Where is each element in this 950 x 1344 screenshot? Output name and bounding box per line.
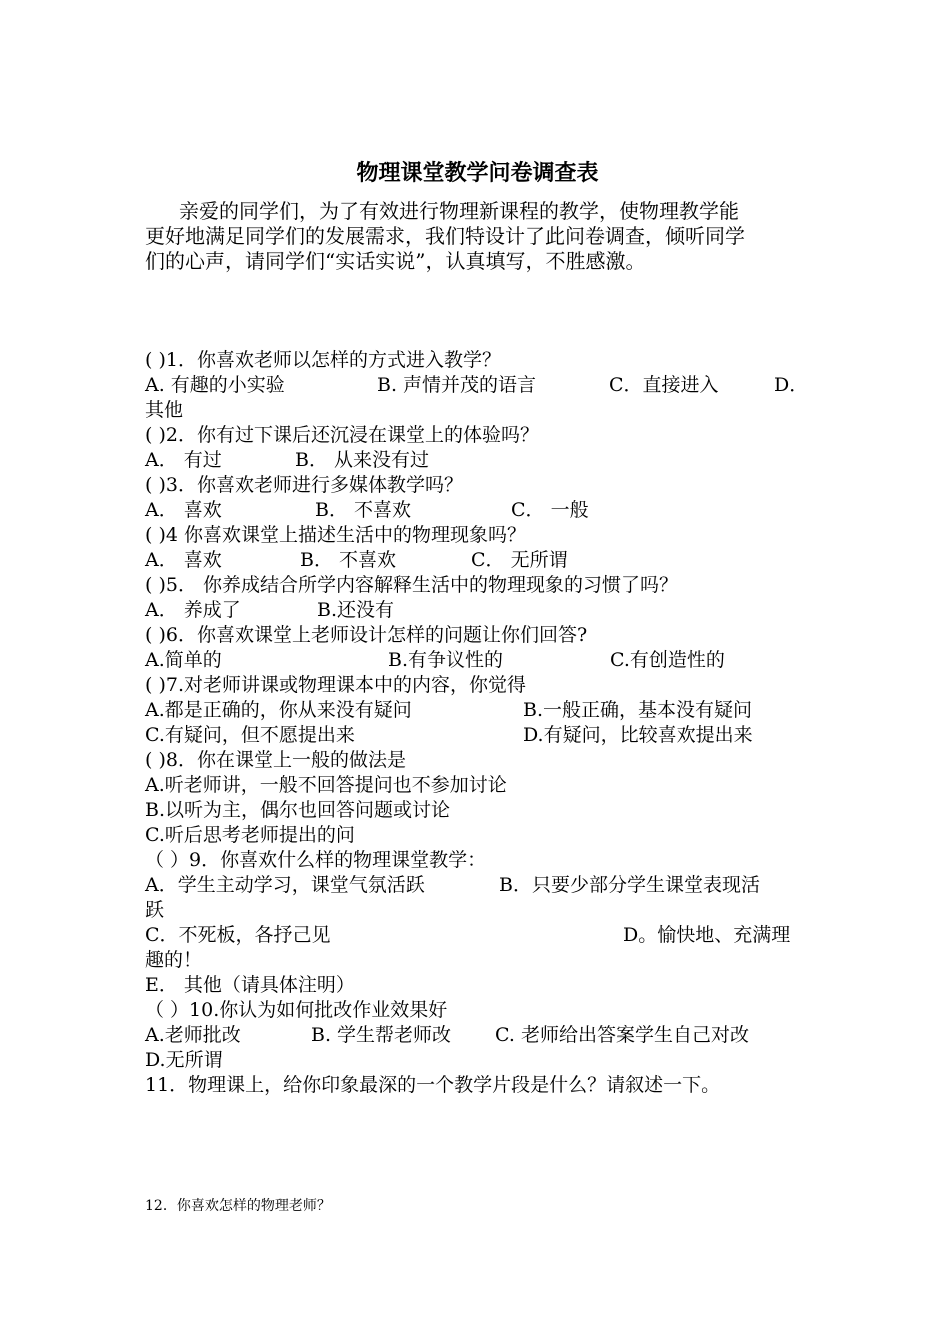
question-5-options	[145, 598, 810, 623]
option-c: C. 老师给出答案学生自己对改	[495, 1024, 749, 1046]
question-9	[145, 848, 810, 998]
question-4	[145, 523, 810, 573]
option-a: A.简单的	[145, 649, 222, 671]
question-2	[145, 423, 810, 473]
question-8	[145, 748, 810, 848]
option-b: B． 从来没有过	[295, 449, 430, 471]
option-c: C．不死板，各抒己见	[145, 924, 331, 946]
question-7-options-row-1	[145, 698, 810, 723]
question-11	[145, 1073, 810, 1098]
option-e: E． 其他（请具体注明）	[145, 974, 355, 996]
option-b: B.还没有	[317, 599, 395, 621]
question-2-options	[145, 448, 810, 473]
question-10	[145, 998, 810, 1073]
option-d: D.无所谓	[145, 1049, 223, 1071]
option-c: C.有疑问，但不愿提出来	[145, 724, 355, 746]
option-b-continued: 跃	[145, 899, 165, 921]
question-1	[145, 348, 810, 423]
option-a: A.都是正确的，你从来没有疑问	[145, 699, 412, 721]
option-b: B. 声情并茂的语言	[377, 374, 537, 396]
question-7	[145, 673, 810, 748]
option-a: A.听老师讲，一般不回答提问也不参加讨论	[145, 774, 507, 796]
question-1-options	[145, 373, 810, 398]
option-b: B.一般正确，基本没有疑问	[523, 699, 753, 721]
option-d: D．	[774, 374, 809, 396]
question-7-stem: ( )7.对老师讲课或物理课本中的内容，你觉得	[145, 674, 526, 696]
question-11-stem: 11．物理课上，给你印象最深的一个教学片段是什么？请叙述一下。	[145, 1074, 721, 1096]
page-title: 物理课堂教学问卷调查表	[356, 160, 599, 186]
option-c: C． 无所谓	[471, 549, 568, 571]
option-a: A． 养成了	[145, 599, 241, 621]
option-a: A．学生主动学习，课堂气氛活跃	[145, 874, 425, 896]
question-5	[145, 573, 810, 623]
option-a: A． 喜欢	[145, 499, 222, 521]
intro-line: 们的心声，请同学们“实话实说”，认真填写，不胜感激。	[145, 249, 646, 273]
option-c: C．直接进入	[609, 374, 719, 396]
question-4-options	[145, 548, 810, 573]
option-b: B.有争议性的	[388, 649, 504, 671]
question-8-stem: ( )8．你在课堂上一般的做法是	[145, 749, 406, 771]
option-a: A． 有过	[145, 449, 222, 471]
option-b: B． 不喜欢	[300, 549, 397, 571]
option-d-continued: 趣的！	[145, 949, 203, 971]
question-12-stem: 12．你喜欢怎样的物理老师？	[145, 1198, 331, 1214]
intro-line: 亲爱的同学们，为了有效进行物理新课程的教学，使物理教学能	[179, 199, 739, 223]
question-3-stem: ( )3．你喜欢老师进行多媒体教学吗？	[145, 474, 463, 496]
intro-line: 更好地满足同学们的发展需求，我们特设计了此问卷调查，倾听同学	[145, 224, 745, 248]
option-b: B．只要少部分学生课堂表现活	[499, 874, 760, 896]
option-a: A. 有趣的小实验	[145, 374, 285, 396]
question-6	[145, 623, 810, 673]
option-c: C． 一般	[511, 499, 589, 521]
question-9-options-row-1	[145, 873, 810, 898]
question-3-options	[145, 498, 810, 523]
option-b: B． 不喜欢	[315, 499, 412, 521]
option-d: D.有疑问，比较喜欢提出来	[523, 724, 753, 746]
question-4-stem: ( )4 你喜欢课堂上描述生活中的物理现象吗？	[145, 524, 526, 546]
question-10-options	[145, 1023, 810, 1048]
option-d-continued: 其他	[145, 399, 184, 421]
option-a: A． 喜欢	[145, 549, 222, 571]
question-9-options-row-2	[145, 923, 810, 948]
question-5-stem: ( )5． 你养成结合所学内容解释生活中的物理现象的习惯了吗？	[145, 574, 678, 596]
question-6-options	[145, 648, 810, 673]
option-c: C.有创造性的	[610, 649, 725, 671]
question-10-stem: （ ）10.你认为如何批改作业效果好	[145, 999, 448, 1021]
option-a: A.老师批改	[145, 1024, 241, 1046]
option-d: D。愉快地、充满理	[623, 924, 791, 946]
question-3	[145, 473, 810, 523]
option-c: C.听后思考老师提出的问	[145, 824, 355, 846]
intro-paragraph	[145, 198, 810, 273]
question-9-stem: （ ）9．你喜欢什么样的物理课堂教学：	[145, 849, 487, 871]
option-b: B.以听为主，偶尔也回答问题或讨论	[145, 799, 451, 821]
option-b: B. 学生帮老师改	[311, 1024, 452, 1046]
question-1-stem: ( )1．你喜欢老师以怎样的方式进入教学？	[145, 349, 501, 371]
question-6-stem: ( )6．你喜欢课堂上老师设计怎样的问题让你们回答?	[145, 624, 588, 646]
question-2-stem: ( )2．你有过下课后还沉浸在课堂上的体验吗？	[145, 424, 539, 446]
question-7-options-row-2	[145, 723, 810, 748]
